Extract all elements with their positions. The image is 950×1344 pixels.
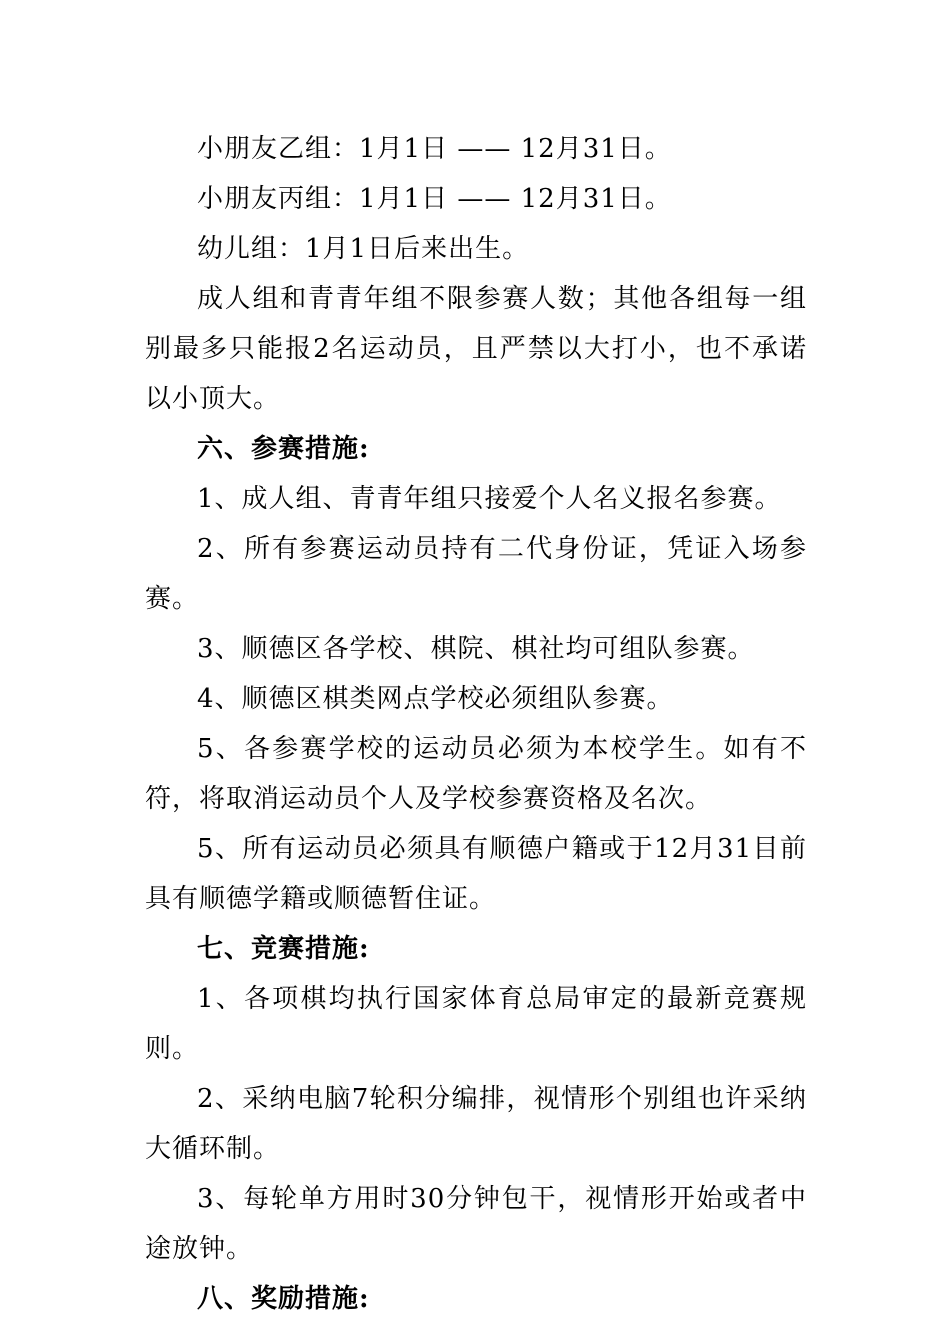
section-8-heading: 八、奖励措施:: [197, 1284, 370, 1314]
section-6-item-4: 4、顺德区棋类网点学校必须组队参赛。: [197, 684, 674, 714]
age-group-child-b: 小朋友乙组：1月1日 —— 12月31日。: [197, 134, 672, 164]
section-6-item-3: 3、顺德区各学校、棋院、棋社均可组队参赛。: [197, 634, 755, 664]
document-body: [145, 124, 807, 1324]
section-7-item-3: 3、每轮单方用时30分钟包干，视情形开始或者中途放钟。: [145, 1184, 807, 1264]
section-7-heading: 七、竞赛措施:: [197, 934, 370, 964]
section-7-item-2: 2、采纳电脑7轮积分编排，视情形个别组也许采纳大循环制。: [145, 1084, 807, 1164]
age-group-child-c: 小朋友丙组：1月1日 —— 12月31日。: [197, 184, 672, 214]
section-6-heading: 六、参赛措施:: [197, 434, 370, 464]
section-6-item-5: 5、各参赛学校的运动员必须为本校学生。如有不符，将取消运动员个人及学校参赛资格及名次。: [145, 734, 807, 814]
participant-limit-paragraph: 成人组和青青年组不限参赛人数；其他各组每一组别最多只能报2名运动员，且严禁以大打小，也不承诺以小顶大。: [145, 284, 807, 414]
age-group-infant: 幼儿组：1月1日后来出生。: [197, 234, 530, 264]
section-7-item-1: 1、各项棋均执行国家体育总局审定的最新竞赛规则。: [145, 984, 807, 1064]
section-6-item-2: 2、所有参赛运动员持有二代身份证，凭证入场参赛。: [145, 534, 807, 614]
section-6-item-6: 5、所有运动员必须具有顺德户籍或于12月31目前具有顺德学籍或顺德暂住证。: [145, 834, 807, 914]
section-6-item-1: 1、成人组、青青年组只接爱个人名义报名参赛。: [197, 484, 782, 514]
